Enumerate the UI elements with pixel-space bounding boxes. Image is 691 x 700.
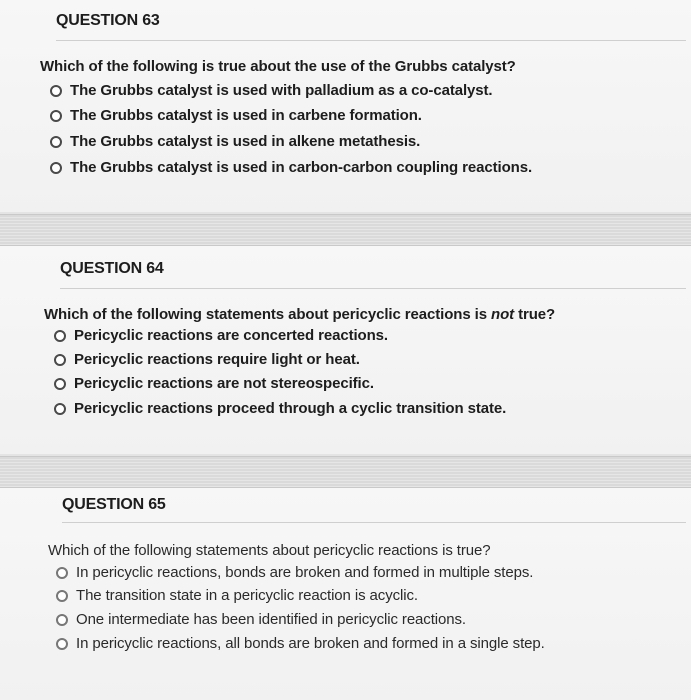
question-65-title: QUESTION 65 [62,496,166,513]
q64-option-3[interactable] [54,375,374,392]
question-63-block [0,0,691,212]
q64-option-3-label: Pericyclic reactions are not stereospecific. [74,375,374,392]
q65-option-2[interactable] [56,587,418,604]
question-64-block [0,246,691,454]
q63-option-4[interactable] [50,159,532,176]
q64-prompt-emphasis: not [491,306,515,323]
question-64-prompt [44,306,555,323]
q64-option-2-label: Pericyclic reactions require light or heat. [74,351,360,368]
q65-option-4[interactable] [56,635,545,652]
q64-option-4-label: Pericyclic reactions proceed through a cyclic transition state. [74,400,507,417]
radio-button[interactable] [56,567,68,579]
q63-option-4-label: The Grubbs catalyst is used in carbon-carbon coupling reactions. [70,159,533,176]
q64-prompt-before: Which of the following statements about pericyclic reactions is [44,306,492,323]
radio-button[interactable] [50,136,62,148]
radio-button[interactable] [50,85,62,97]
question-65-divider [62,522,686,523]
question-65-block [0,488,691,700]
question-63-divider [56,40,686,41]
radio-button[interactable] [50,162,62,174]
q65-option-4-label: In pericyclic reactions, all bonds are broken and formed in a single step. [76,635,545,652]
q65-option-2-label: The transition state in a pericyclic reaction is acyclic. [76,587,418,604]
q63-option-3[interactable] [50,133,420,150]
q65-option-3-label: One intermediate has been identified in pericyclic reactions. [76,611,466,628]
q63-option-3-label: The Grubbs catalyst is used in alkene metathesis. [70,133,421,150]
q64-option-1[interactable] [54,327,388,344]
q63-option-1[interactable] [50,82,492,99]
q65-option-1[interactable] [56,564,533,581]
q63-option-2[interactable] [50,107,422,124]
question-63-prompt: Which of the following is true about the use of the Grubbs catalyst? [40,58,516,75]
radio-button[interactable] [54,354,66,366]
question-separator [0,456,691,488]
question-separator [0,214,691,246]
question-64-divider [60,288,686,289]
q64-option-4[interactable] [54,400,506,417]
q64-prompt-after: true? [514,306,556,323]
q64-option-1-label: Pericyclic reactions are concerted reactions. [74,327,388,344]
q64-option-2[interactable] [54,351,360,368]
q65-option-3[interactable] [56,611,466,628]
question-63-title: QUESTION 63 [56,12,160,29]
q63-option-2-label: The Grubbs catalyst is used in carbene formation. [70,107,422,124]
radio-button[interactable] [54,378,66,390]
radio-button[interactable] [56,638,68,650]
radio-button[interactable] [54,330,66,342]
q63-option-1-label: The Grubbs catalyst is used with palladium as a co-catalyst. [70,82,493,99]
radio-button[interactable] [56,614,68,626]
q65-option-1-label: In pericyclic reactions, bonds are broken and formed in multiple steps. [76,564,534,581]
radio-button[interactable] [56,590,68,602]
radio-button[interactable] [50,110,62,122]
question-65-prompt: Which of the following statements about pericyclic reactions is true? [48,542,491,559]
question-64-title: QUESTION 64 [60,260,164,277]
radio-button[interactable] [54,403,66,415]
